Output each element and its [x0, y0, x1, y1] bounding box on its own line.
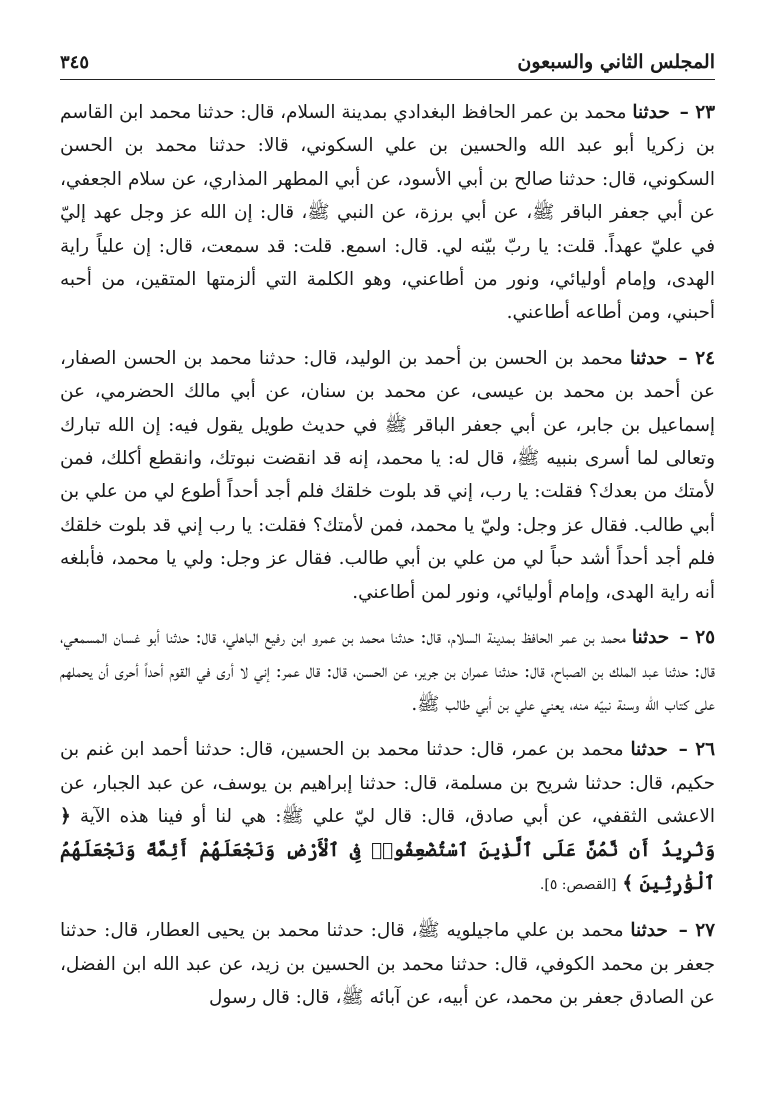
hadith-number: ٢٤ –	[678, 347, 715, 369]
chapter-title: المجلس الثاني والسبعون	[517, 51, 715, 73]
hadith-text: محمد بن الحسن بن أحمد بن الوليد، قال: حدثنا محمد بن الحسن الصفار، عن أحمد بن محمد بن عيسى، عن محمد بن سنان، عن أبي مالك الحضرمي، عن إسماعيل بن جابر، عن أبي جعفر الباقر ﷺ في حديث طويل يقول فيه: إن الله تبارك وتعالى لما أسرى بنبيه ﷺ، قال له: يا محمد، إنه قد انقضت نبوتك، وانقطع أكلك، فمن لأمتك من بعدك؟ فقلت: يا رب، إني قد بلوت خلقك فلم أجد أحداً أطوع لي من علي بن أبي طالب. فقال عز وجل: وليّ يا محمد، فمن لأمتك؟ فقلت: يا رب إني قد بلوت خلقك فلم أجد أحداً أشد حباً لي من علي بن أبي طالب. فقال عز وجل: ولي يا محمد، فأبلغه أنه راية الهدى، وإمام أوليائي، ونور لمن أطاعني.	[60, 347, 715, 603]
hadith-number: ٢٧ –	[678, 920, 715, 942]
hadith-lead: حدثنا	[631, 627, 670, 649]
hadith-number: ٢٦ –	[678, 739, 715, 761]
hadith-24	[60, 342, 715, 609]
hadith-number: ٢٥ –	[679, 627, 715, 649]
hadith-number: ٢٣ –	[679, 102, 715, 123]
hadith-text: محمد بن عمر، قال: حدثنا محمد بن الحسين، قال: حدثنا أحمد ابن غنم بن حكيم، قال: حدثنا شريح بن مسلمة، قال: حدثنا إبراهيم بن يوسف، عن عبد الجبار، عن الاعشى الثقفي، عن أبي صادق، قال: قال ليّ علي ﷺ: هي لنا أو فينا هذه الآية	[60, 739, 715, 828]
hadith-27	[60, 914, 715, 1014]
hadith-23	[60, 96, 715, 330]
hadith-lead: حدثنا	[630, 739, 668, 761]
page-body	[60, 96, 715, 1027]
page-header	[60, 40, 715, 80]
hadith-text: محمد بن عمر الحافظ بمدينة السلام، قال: حدثنا محمد بن عمرو ابن رفيع الباهلي، قال: حدثنا أبو غسان المسمعي، قال: حدثنا عبد الملك بن الصباح، قال: حدثنا عمران بن جرير، عن الحسن، قال: قال عمر: إني لا أرى في القوم أحداً أحرى أن يحملهم على كتاب الله وسنة نبيّه منه، يعني علي بن أبي طالب ﷺ.	[60, 627, 715, 715]
hadith-lead: حدثنا	[629, 347, 668, 369]
hadith-25	[60, 621, 715, 721]
hadith-text: محمد بن علي ماجيلويه ﷺ، قال: حدثنا محمد بن يحيى العطار، قال: حدثنا جعفر بن محمد الكوفي، قال: حدثنا محمد بن الحسين بن زيد، عن عبد الله ابن الفضل، عن الصادق جعفر بن محمد، عن أبيه، عن آبائه ﷺ، قال: قال رسول	[60, 920, 715, 1009]
verse-reference: [القصص: ٥].	[539, 876, 617, 893]
hadith-lead: حدثنا	[632, 102, 670, 123]
quran-verse: ﴿ وَنُرِيدُ أَن نَّمُنَّ عَلَى ٱلَّذِينَ ٱسْتُضْعِفُوا۟ فِى ٱلْأَرْضِ وَنَجْعَلَهُمْ أَئِمَّةً وَنَجْعَلَهُمُ ٱلْوَٰرِثِينَ ﴾	[60, 806, 715, 894]
hadith-lead: حدثنا	[630, 920, 668, 942]
page-number: ٣٤٥	[60, 52, 90, 73]
hadith-text: محمد بن عمر الحافظ البغدادي بمدينة السلام، قال: حدثنا محمد ابن القاسم بن زكريا أبو عبد الله والحسين بن علي السكوني، قالا: حدثنا محمد بن الحسن السكوني، قال: حدثنا صالح بن أبي الأسود، عن أبي المطهر المذاري، عن سلام الجعفي، عن أبي جعفر الباقر ﷺ، عن أبي برزة، عن النبي ﷺ، قال: إن الله عز وجل عهد إليّ في عليّ عهداً. قلت: يا ربّ بيّنه لي. قال: اسمع. قلت: قد سمعت، قال: إن علياً راية الهدى، وإمام أوليائي، ونور من أطاعني، وهو الكلمة التي ألزمتها المتقين، من أحبه أحبني، ومن أطاعه أطاعني.	[60, 102, 715, 324]
hadith-26	[60, 733, 715, 902]
